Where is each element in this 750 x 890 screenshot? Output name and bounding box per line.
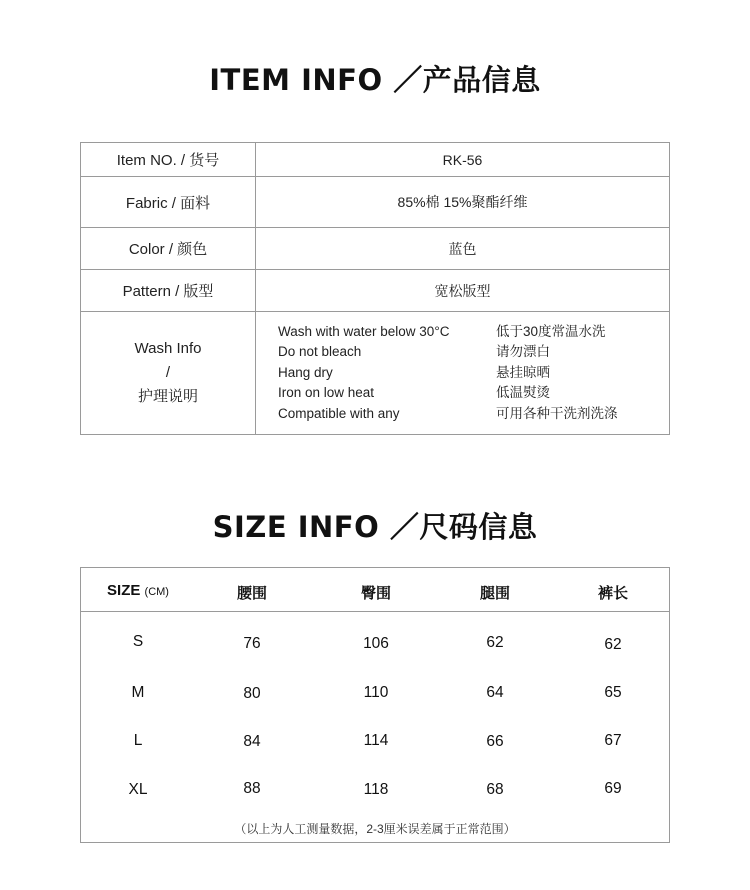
size-cell: S [132,633,144,650]
wash-info-row [81,312,670,435]
waist-cell: 88 [243,780,261,797]
hip-cell: 106 [363,635,389,652]
wash-item-en: Iron on low heat [278,385,375,401]
wash-item-zh: 低温熨烫 [496,385,550,401]
fabric-label: Fabric / 面料 [81,177,256,228]
waist-column-header: 腰围 [236,585,268,602]
pattern-row [81,270,670,312]
hip-cell: 110 [363,684,389,701]
item-number-row [81,143,670,177]
thigh-column-header: 腿围 [479,585,511,602]
wash-label-en: Wash Info [134,340,202,357]
item-number-label: Item NO. / 货号 [81,143,256,177]
wash-item-en: Compatible with any [278,405,400,421]
wash-label-zh: 护理说明 [137,388,198,405]
wash-instructions [278,322,669,424]
size-cell: M [131,684,145,701]
size-cell: XL [128,781,148,798]
length-cell: 67 [604,732,622,749]
item-number-value: RK-56 [256,143,670,177]
wash-item-zh: 低于30度常温水洗 [496,323,606,339]
measurement-footnote: （以上为人工测量数据，2-3厘米误差属于正常范围） [234,822,516,836]
length-cell: 69 [604,780,622,797]
thigh-cell: 68 [486,781,504,798]
wash-item-en: Do not bleach [278,344,362,360]
thigh-cell: 64 [486,684,504,701]
wash-item-en: Wash with water below 30°C [278,323,450,339]
size-info-title: SIZE INFO ／尺码信息 [212,510,538,544]
length-cell: 62 [604,636,622,653]
hip-column-header: 臀围 [360,585,392,602]
fabric-row [81,177,670,228]
fabric-value: 85%棉 15%聚酯纤维 [256,177,670,228]
size-cell: L [133,732,143,749]
wash-label-slash: / [165,364,171,381]
length-cell: 65 [604,684,622,701]
wash-item-zh: 可用各种干洗剂洗涤 [496,405,618,421]
waist-cell: 84 [243,733,261,750]
size-column-header [107,582,169,599]
size-table-header [81,568,669,612]
pattern-label: Pattern / 版型 [81,270,256,312]
length-column-header: 裤长 [597,585,629,602]
hip-cell: 118 [363,781,389,798]
thigh-cell: 62 [486,634,504,651]
size-header-label: SIZE [107,582,141,599]
wash-item-zh: 悬挂晾晒 [496,364,550,380]
size-unit-label: (CM) [144,586,169,598]
hip-cell: 114 [363,732,389,749]
color-row [81,228,670,270]
waist-cell: 76 [243,635,261,652]
item-info-table [80,142,670,435]
item-info-title: ITEM INFO ／产品信息 [209,63,541,97]
wash-info-label [81,312,256,435]
thigh-cell: 66 [486,733,504,750]
wash-item-zh: 请勿漂白 [496,344,550,360]
size-info-table [80,567,670,843]
wash-item-en: Hang dry [278,364,333,380]
color-label: Color / 颜色 [81,228,256,270]
wash-info-value [256,312,670,435]
pattern-value: 宽松版型 [256,270,670,312]
color-value: 蓝色 [256,228,670,270]
waist-cell: 80 [243,685,261,702]
